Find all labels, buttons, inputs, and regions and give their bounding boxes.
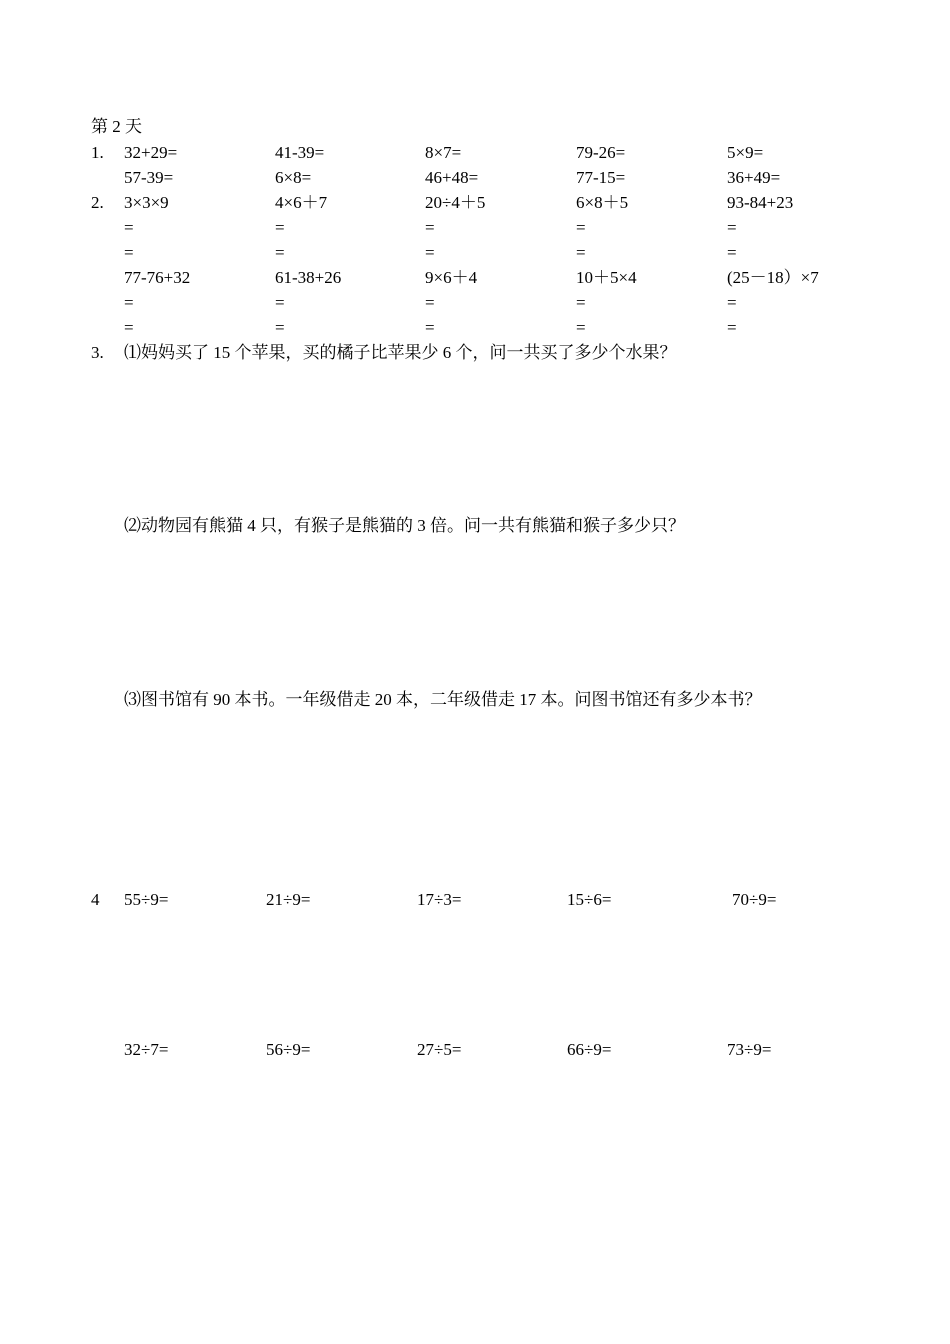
expression: 61-38+26 — [275, 268, 342, 287]
expression: 20÷4＋5 — [425, 193, 486, 212]
division-exercise: 32÷7= — [124, 1040, 169, 1059]
exercise: 77-15= — [576, 168, 626, 187]
exercise: 36+49= — [727, 168, 781, 187]
expression: 9×6＋4 — [425, 268, 478, 287]
exercise: 79-26= — [576, 143, 626, 162]
exercise: 8×7= — [425, 143, 462, 162]
division-exercise: 55÷9= — [124, 890, 169, 909]
equals-line: = — [727, 318, 737, 337]
section-4-number: 4 — [91, 890, 100, 909]
equals-line: = — [124, 243, 134, 262]
equals-line: = — [425, 318, 435, 337]
equals-line: = — [727, 293, 737, 312]
exercise: 5×9= — [727, 143, 764, 162]
equals-line: = — [576, 318, 586, 337]
equals-line: = — [727, 243, 737, 262]
division-exercise: 66÷9= — [567, 1040, 612, 1059]
division-exercise: 27÷5= — [417, 1040, 462, 1059]
equals-line: = — [275, 218, 285, 237]
exercise: 46+48= — [425, 168, 479, 187]
exercise: 41-39= — [275, 143, 325, 162]
equals-line: = — [275, 243, 285, 262]
expression: (25－18）×7 — [727, 268, 819, 287]
exercise: 6×8= — [275, 168, 312, 187]
equals-line: = — [576, 243, 586, 262]
expression: 4×6＋7 — [275, 193, 328, 212]
division-exercise: 73÷9= — [727, 1040, 772, 1059]
equals-line: = — [425, 243, 435, 262]
equals-line: = — [275, 318, 285, 337]
expression: 3×3×9 — [124, 193, 169, 212]
equals-line: = — [425, 218, 435, 237]
equals-line: = — [275, 293, 285, 312]
section-1-number: 1. — [91, 143, 104, 162]
division-exercise: 17÷3= — [417, 890, 462, 909]
division-exercise: 21÷9= — [266, 890, 311, 909]
equals-line: = — [425, 293, 435, 312]
equals-line: = — [124, 293, 134, 312]
word-problem-1: ⑴妈妈买了 15 个苹果，买的橘子比苹果少 6 个，问一共买了多少个水果？ — [124, 343, 677, 362]
equals-line: = — [727, 218, 737, 237]
exercise: 32+29= — [124, 143, 178, 162]
expression: 93-84+23 — [727, 193, 794, 212]
division-exercise: 56÷9= — [266, 1040, 311, 1059]
expression: 77-76+32 — [124, 268, 191, 287]
word-problem-3: ⑶图书馆有 90 本书。一年级借走 20 本，二年级借走 17 本。问图书馆还有多少本书？ — [124, 690, 762, 709]
section-3-number: 3. — [91, 343, 104, 362]
division-exercise: 70÷9= — [732, 890, 777, 909]
equals-line: = — [124, 318, 134, 337]
section-2-number: 2. — [91, 193, 104, 212]
expression: 10＋5×4 — [576, 268, 637, 287]
equals-line: = — [124, 218, 134, 237]
equals-line: = — [576, 293, 586, 312]
exercise: 57-39= — [124, 168, 174, 187]
expression: 6×8＋5 — [576, 193, 629, 212]
division-exercise: 15÷6= — [567, 890, 612, 909]
page-title: 第 2 天 — [91, 117, 142, 136]
equals-line: = — [576, 218, 586, 237]
word-problem-2: ⑵动物园有熊猫 4 只，有猴子是熊猫的 3 倍。问一共有熊猫和猴子多少只？ — [124, 516, 685, 535]
